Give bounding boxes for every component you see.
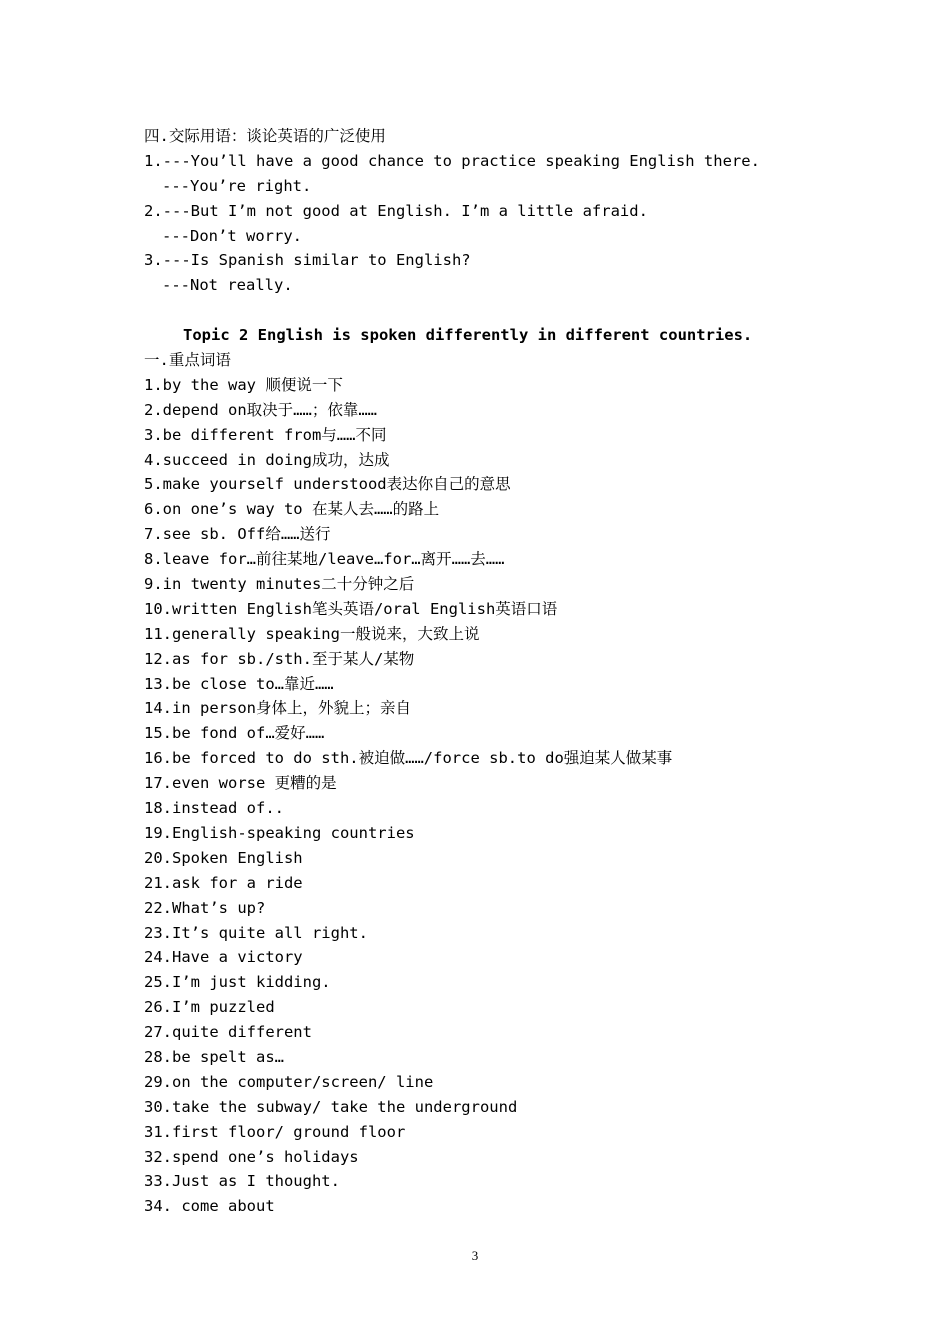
phrase-item: 2.depend on取决于……；依靠…… [144,400,377,419]
phrase-item: 26.I’m puzzled [144,998,275,1017]
phrase-list [144,373,844,1219]
dialog-line: 1.---You’ll have a good chance to practice speaking English there. [144,151,760,170]
topic-title: Topic 2 English is spoken differently in different countries. [183,326,753,345]
phrase-item: 17.even worse 更糟的是 [144,774,337,793]
page-content [144,124,844,1219]
phrase-item: 33.Just as I thought. [144,1172,340,1191]
page-number: 3 [471,1248,479,1263]
phrase-item: 3.be different from与……不同 [144,425,387,444]
phrase-item: 7.see sb. Off给……送行 [144,525,331,544]
section-heading: 四.交际用语：谈论英语的广泛使用 [144,127,386,145]
dialog-line: ---You’re right. [162,176,312,195]
phrase-item: 29.on the computer/screen/ line [144,1072,434,1091]
phrase-item: 10.written English笔头英语/oral English英语口语 [144,599,558,618]
section-subheading: 一.重点词语 [144,351,231,370]
phrase-item: 25.I’m just kidding. [144,973,331,992]
phrase-item: 30.take the subway/ take the underground [144,1097,518,1116]
phrase-item: 27.quite different [144,1023,312,1042]
phrase-item: 19.English-speaking countries [144,823,415,842]
phrase-item: 11.generally speaking一般说来，大致上说 [144,624,480,643]
phrase-item: 32.spend one’s holidays [144,1147,359,1166]
phrase-item: 6.on one’s way to 在某人去……的路上 [144,500,440,519]
phrase-item: 12.as for sb./sth.至于某人/某物 [144,649,415,668]
phrase-item: 15.be fond of…爱好…… [144,724,325,743]
dialog-line: ---Not really. [162,276,293,295]
phrase-item: 22.What’s up? [144,898,266,917]
phrase-item: 5.make yourself understood表达你自己的意思 [144,475,511,494]
dialog-line: 3.---Is Spanish similar to English? [144,251,471,270]
phrase-item: 28.be spelt as… [144,1047,284,1066]
phrase-item: 8.leave for…前往某地/leave…for…离开……去…… [144,550,505,569]
phrase-item: 34. come about [144,1197,275,1216]
phrase-item: 9.in twenty minutes二十分钟之后 [144,575,415,594]
phrase-item: 18.instead of.. [144,799,284,818]
phrase-item: 16.be forced to do sth.被迫做……/force sb.to do强迫某人做某事 [144,749,673,768]
phrase-item: 1.by the way 顺便说一下 [144,375,343,394]
dialog-line: ---Don’t worry. [162,226,302,245]
spacer [144,298,844,323]
phrase-item: 31.first floor/ ground floor [144,1122,406,1141]
phrase-item: 24.Have a victory [144,948,303,967]
dialog-line: 2.---But I’m not good at English. I’m a little afraid. [144,201,648,220]
phrase-item: 13.be close to…靠近…… [144,674,334,693]
phrase-item: 23.It’s quite all right. [144,923,368,942]
phrase-item: 4.succeed in doing成功，达成 [144,450,390,469]
phrase-item: 21.ask for a ride [144,873,303,892]
phrase-item: 20.Spoken English [144,848,303,867]
phrase-item: 14.in person身体上，外貌上；亲自 [144,699,411,718]
